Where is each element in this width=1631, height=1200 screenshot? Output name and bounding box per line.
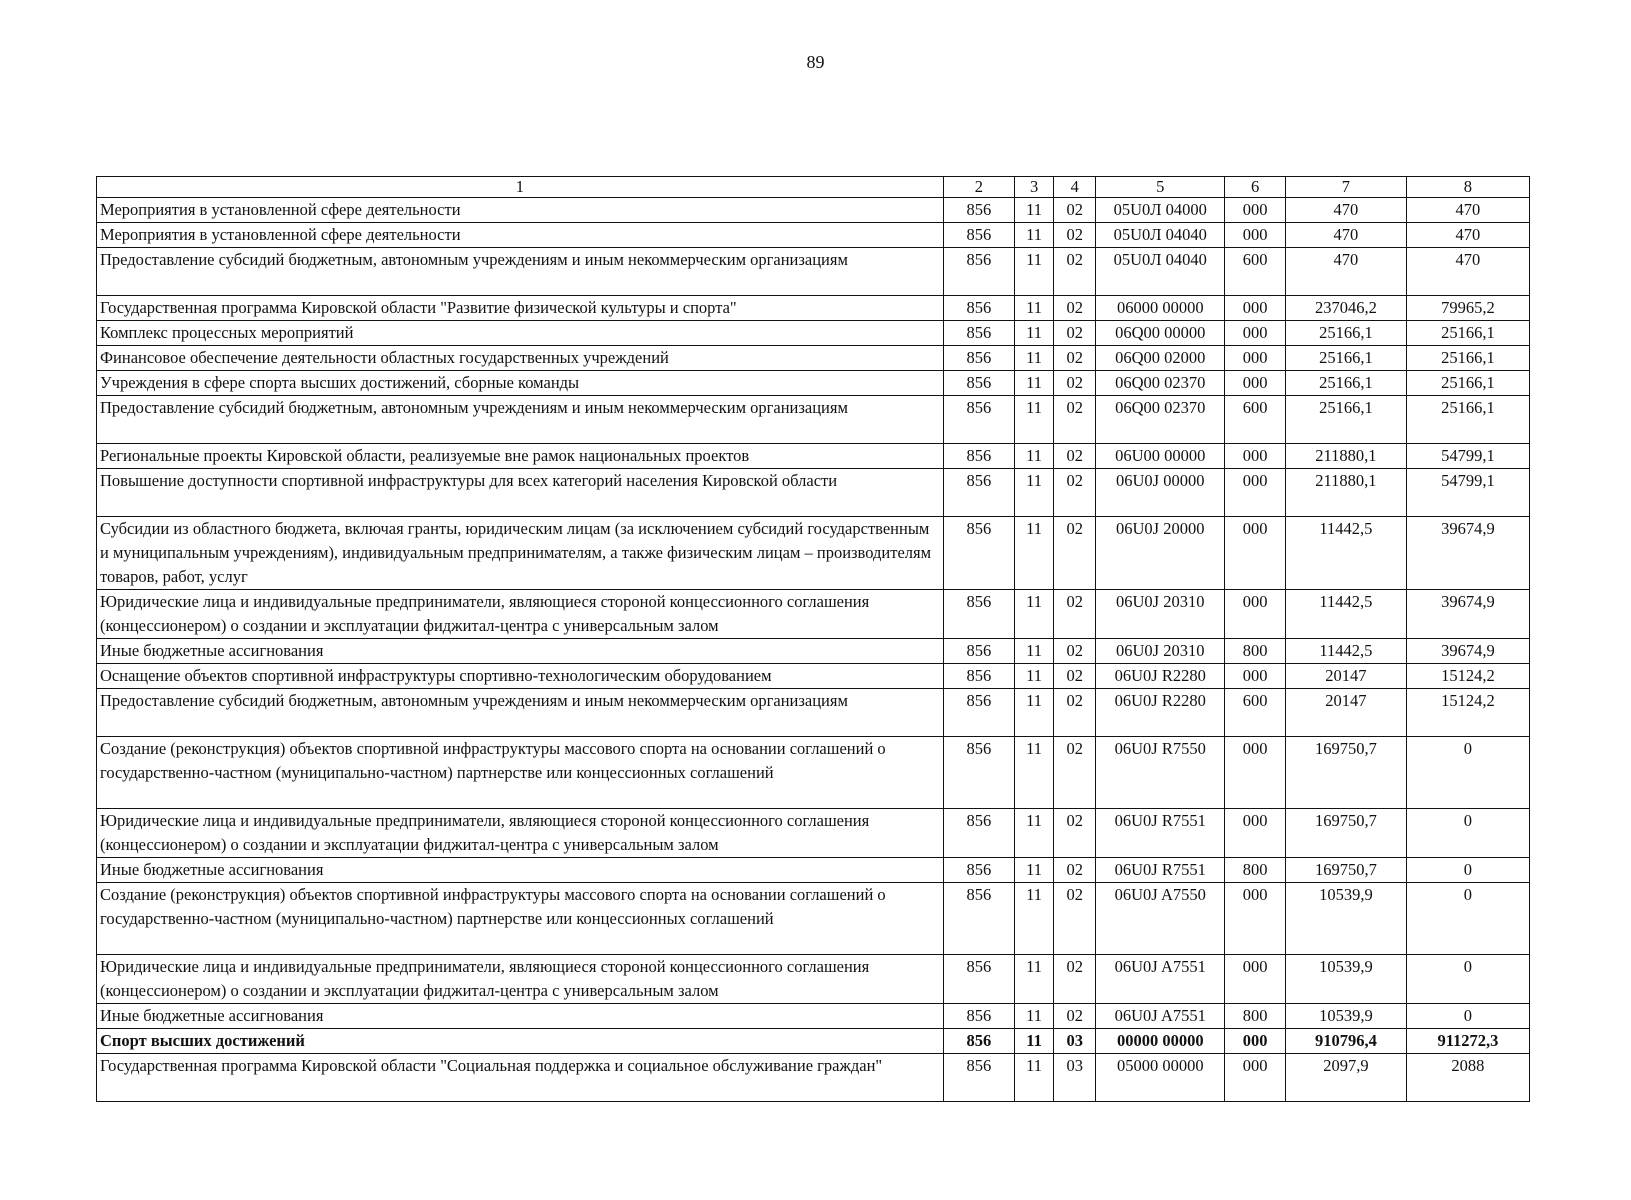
row-section-code: 11 (1014, 1029, 1054, 1054)
row-ministry-code: 856 (943, 444, 1014, 469)
row-subsection-code: 02 (1054, 469, 1096, 517)
row-amount-col8: 15124,2 (1406, 664, 1529, 689)
row-amount-col8: 0 (1406, 955, 1529, 1004)
row-expense-type: 800 (1225, 858, 1285, 883)
row-target-code: 06U0J A7551 (1096, 1004, 1225, 1029)
row-target-code: 06U0J A7551 (1096, 955, 1225, 1004)
row-ministry-code: 856 (943, 883, 1014, 955)
row-amount-col8: 0 (1406, 809, 1529, 858)
row-ministry-code: 856 (943, 296, 1014, 321)
row-target-code: 06Q00 02000 (1096, 346, 1225, 371)
row-expense-type: 000 (1225, 223, 1285, 248)
row-subsection-code: 02 (1054, 858, 1096, 883)
row-amount-col7: 25166,1 (1285, 371, 1406, 396)
row-target-code: 06Q00 02370 (1096, 371, 1225, 396)
column-header: 5 (1096, 177, 1225, 198)
column-header: 3 (1014, 177, 1054, 198)
row-section-code: 11 (1014, 664, 1054, 689)
row-amount-col7: 25166,1 (1285, 321, 1406, 346)
row-amount-col7: 20147 (1285, 664, 1406, 689)
row-amount-col7: 211880,1 (1285, 444, 1406, 469)
row-section-code: 11 (1014, 737, 1054, 809)
row-ministry-code: 856 (943, 689, 1014, 737)
table-row (97, 223, 1530, 248)
row-expense-type: 800 (1225, 1004, 1285, 1029)
row-name: Мероприятия в установленной сфере деятельности (97, 198, 944, 223)
row-section-code: 11 (1014, 223, 1054, 248)
column-header: 1 (97, 177, 944, 198)
row-amount-col8: 911272,3 (1406, 1029, 1529, 1054)
row-target-code: 06Q00 02370 (1096, 396, 1225, 444)
table-row (97, 639, 1530, 664)
table-row (97, 198, 1530, 223)
row-section-code: 11 (1014, 346, 1054, 371)
column-header: 4 (1054, 177, 1096, 198)
table-row (97, 396, 1530, 444)
row-ministry-code: 856 (943, 809, 1014, 858)
row-expense-type: 000 (1225, 1054, 1285, 1102)
table-row (97, 517, 1530, 590)
row-target-code: 05U0Л 04000 (1096, 198, 1225, 223)
row-amount-col8: 0 (1406, 737, 1529, 809)
row-name: Предоставление субсидий бюджетным, автономным учреждениям и иным некоммерческим организациям (97, 248, 944, 296)
row-section-code: 11 (1014, 590, 1054, 639)
row-target-code: 05000 00000 (1096, 1054, 1225, 1102)
row-amount-col8: 25166,1 (1406, 346, 1529, 371)
column-header: 6 (1225, 177, 1285, 198)
row-section-code: 11 (1014, 1054, 1054, 1102)
row-ministry-code: 856 (943, 639, 1014, 664)
row-amount-col7: 11442,5 (1285, 639, 1406, 664)
table-row (97, 469, 1530, 517)
row-expense-type: 600 (1225, 689, 1285, 737)
row-section-code: 11 (1014, 517, 1054, 590)
row-expense-type: 000 (1225, 590, 1285, 639)
row-amount-col7: 11442,5 (1285, 590, 1406, 639)
table-row (97, 1004, 1530, 1029)
table-body (97, 198, 1530, 1102)
row-amount-col7: 25166,1 (1285, 396, 1406, 444)
row-ministry-code: 856 (943, 248, 1014, 296)
row-subsection-code: 02 (1054, 346, 1096, 371)
table-row (97, 737, 1530, 809)
row-name: Повышение доступности спортивной инфраструктуры для всех категорий населения Кировской области (97, 469, 944, 517)
row-name: Государственная программа Кировской области "Социальная поддержка и социальное обслуживание граждан" (97, 1054, 944, 1102)
row-ministry-code: 856 (943, 396, 1014, 444)
row-section-code: 11 (1014, 296, 1054, 321)
row-expense-type: 000 (1225, 321, 1285, 346)
header-row (97, 177, 1530, 198)
row-ministry-code: 856 (943, 590, 1014, 639)
row-section-code: 11 (1014, 955, 1054, 1004)
row-amount-col8: 470 (1406, 248, 1529, 296)
row-name: Юридические лица и индивидуальные предприниматели, являющиеся стороной концессионного соглашения (концессионером) о создании и эксплуатации фиджитал-центра с универсальным залом (97, 955, 944, 1004)
row-amount-col8: 25166,1 (1406, 321, 1529, 346)
row-name: Предоставление субсидий бюджетным, автономным учреждениям и иным некоммерческим организациям (97, 396, 944, 444)
row-subsection-code: 02 (1054, 664, 1096, 689)
row-amount-col7: 10539,9 (1285, 1004, 1406, 1029)
row-subsection-code: 02 (1054, 883, 1096, 955)
row-amount-col7: 211880,1 (1285, 469, 1406, 517)
row-expense-type: 000 (1225, 664, 1285, 689)
row-amount-col8: 39674,9 (1406, 639, 1529, 664)
row-section-code: 11 (1014, 198, 1054, 223)
row-section-code: 11 (1014, 248, 1054, 296)
row-amount-col7: 10539,9 (1285, 955, 1406, 1004)
table-row (97, 858, 1530, 883)
table-row (97, 444, 1530, 469)
row-ministry-code: 856 (943, 371, 1014, 396)
row-subsection-code: 02 (1054, 639, 1096, 664)
row-amount-col8: 2088 (1406, 1054, 1529, 1102)
table-row (97, 590, 1530, 639)
row-amount-col8: 54799,1 (1406, 469, 1529, 517)
row-ministry-code: 856 (943, 346, 1014, 371)
table-row (97, 883, 1530, 955)
row-ministry-code: 856 (943, 1004, 1014, 1029)
row-subsection-code: 03 (1054, 1054, 1096, 1102)
row-expense-type: 000 (1225, 517, 1285, 590)
row-expense-type: 600 (1225, 396, 1285, 444)
row-section-code: 11 (1014, 1004, 1054, 1029)
row-ministry-code: 856 (943, 223, 1014, 248)
row-target-code: 05U0Л 04040 (1096, 223, 1225, 248)
table-row (97, 346, 1530, 371)
row-expense-type: 000 (1225, 955, 1285, 1004)
row-amount-col8: 39674,9 (1406, 590, 1529, 639)
table-row (97, 955, 1530, 1004)
row-target-code: 06U0J R7550 (1096, 737, 1225, 809)
row-target-code: 06U0J R7551 (1096, 809, 1225, 858)
row-section-code: 11 (1014, 883, 1054, 955)
row-expense-type: 800 (1225, 639, 1285, 664)
row-ministry-code: 856 (943, 737, 1014, 809)
row-ministry-code: 856 (943, 858, 1014, 883)
table-row (97, 248, 1530, 296)
row-subsection-code: 02 (1054, 321, 1096, 346)
row-name: Учреждения в сфере спорта высших достижений, сборные команды (97, 371, 944, 396)
table-row (97, 809, 1530, 858)
row-amount-col8: 15124,2 (1406, 689, 1529, 737)
row-subsection-code: 02 (1054, 809, 1096, 858)
row-ministry-code: 856 (943, 198, 1014, 223)
row-target-code: 06U00 00000 (1096, 444, 1225, 469)
row-ministry-code: 856 (943, 955, 1014, 1004)
row-amount-col8: 54799,1 (1406, 444, 1529, 469)
row-amount-col8: 470 (1406, 198, 1529, 223)
row-subsection-code: 02 (1054, 955, 1096, 1004)
row-subsection-code: 02 (1054, 223, 1096, 248)
page-number: 89 (806, 52, 825, 72)
row-amount-col7: 169750,7 (1285, 737, 1406, 809)
row-expense-type: 000 (1225, 1029, 1285, 1054)
row-target-code: 06U0J 00000 (1096, 469, 1225, 517)
row-name: Субсидии из областного бюджета, включая гранты, юридическим лицам (за исключением субсидий государственным и муниципальным учреждениям), индивидуальным предпринимателям, а также физическим лицам – производителям товаров, работ, услуг (97, 517, 944, 590)
row-target-code: 06U0J 20310 (1096, 639, 1225, 664)
row-expense-type: 000 (1225, 809, 1285, 858)
row-amount-col8: 0 (1406, 858, 1529, 883)
row-amount-col8: 25166,1 (1406, 396, 1529, 444)
row-target-code: 06000 00000 (1096, 296, 1225, 321)
row-amount-col8: 470 (1406, 223, 1529, 248)
row-section-code: 11 (1014, 639, 1054, 664)
row-name: Спорт высших достижений (97, 1029, 944, 1054)
row-name: Юридические лица и индивидуальные предприниматели, являющиеся стороной концессионного соглашения (концессионером) о создании и эксплуатации фиджитал-центра с универсальным залом (97, 809, 944, 858)
row-subsection-code: 02 (1054, 737, 1096, 809)
table-row (97, 689, 1530, 737)
row-amount-col7: 910796,4 (1285, 1029, 1406, 1054)
row-ministry-code: 856 (943, 664, 1014, 689)
row-amount-col7: 470 (1285, 198, 1406, 223)
row-subsection-code: 02 (1054, 248, 1096, 296)
row-subsection-code: 02 (1054, 1004, 1096, 1029)
row-amount-col7: 2097,9 (1285, 1054, 1406, 1102)
row-ministry-code: 856 (943, 469, 1014, 517)
table-row (97, 1029, 1530, 1054)
row-expense-type: 000 (1225, 883, 1285, 955)
row-name: Юридические лица и индивидуальные предприниматели, являющиеся стороной концессионного соглашения (концессионером) о создании и эксплуатации фиджитал-центра с универсальным залом (97, 590, 944, 639)
column-header: 8 (1406, 177, 1529, 198)
column-header: 2 (943, 177, 1014, 198)
row-name: Региональные проекты Кировской области, реализуемые вне рамок национальных проектов (97, 444, 944, 469)
row-subsection-code: 02 (1054, 371, 1096, 396)
table-row (97, 296, 1530, 321)
row-target-code: 00000 00000 (1096, 1029, 1225, 1054)
budget-table (96, 176, 1530, 1102)
row-amount-col8: 39674,9 (1406, 517, 1529, 590)
row-target-code: 06U0J 20310 (1096, 590, 1225, 639)
row-amount-col7: 470 (1285, 223, 1406, 248)
row-name: Иные бюджетные ассигнования (97, 1004, 944, 1029)
row-section-code: 11 (1014, 809, 1054, 858)
row-section-code: 11 (1014, 396, 1054, 444)
table-row (97, 1054, 1530, 1102)
row-target-code: 05U0Л 04040 (1096, 248, 1225, 296)
row-amount-col8: 0 (1406, 883, 1529, 955)
row-section-code: 11 (1014, 371, 1054, 396)
row-name: Создание (реконструкция) объектов спортивной инфраструктуры массового спорта на основании соглашений о государственно-частном (муниципально-частном) партнерстве или концессионных соглашений (97, 737, 944, 809)
row-target-code: 06U0J 20000 (1096, 517, 1225, 590)
row-expense-type: 000 (1225, 296, 1285, 321)
row-subsection-code: 02 (1054, 517, 1096, 590)
row-section-code: 11 (1014, 444, 1054, 469)
row-amount-col7: 237046,2 (1285, 296, 1406, 321)
row-target-code: 06U0J R7551 (1096, 858, 1225, 883)
row-amount-col8: 0 (1406, 1004, 1529, 1029)
row-subsection-code: 02 (1054, 689, 1096, 737)
row-section-code: 11 (1014, 858, 1054, 883)
row-target-code: 06Q00 00000 (1096, 321, 1225, 346)
row-amount-col7: 25166,1 (1285, 346, 1406, 371)
row-expense-type: 000 (1225, 371, 1285, 396)
row-amount-col7: 470 (1285, 248, 1406, 296)
row-name: Оснащение объектов спортивной инфраструктуры спортивно-технологическим оборудованием (97, 664, 944, 689)
row-subsection-code: 02 (1054, 396, 1096, 444)
row-section-code: 11 (1014, 321, 1054, 346)
table-row (97, 321, 1530, 346)
row-subsection-code: 03 (1054, 1029, 1096, 1054)
row-name: Иные бюджетные ассигнования (97, 639, 944, 664)
row-amount-col8: 79965,2 (1406, 296, 1529, 321)
row-ministry-code: 856 (943, 1054, 1014, 1102)
row-ministry-code: 856 (943, 1029, 1014, 1054)
row-amount-col7: 10539,9 (1285, 883, 1406, 955)
row-expense-type: 600 (1225, 248, 1285, 296)
row-name: Предоставление субсидий бюджетным, автономным учреждениям и иным некоммерческим организациям (97, 689, 944, 737)
row-name: Комплекс процессных мероприятий (97, 321, 944, 346)
row-amount-col8: 25166,1 (1406, 371, 1529, 396)
row-target-code: 06U0J A7550 (1096, 883, 1225, 955)
row-expense-type: 000 (1225, 469, 1285, 517)
row-amount-col7: 169750,7 (1285, 858, 1406, 883)
table-row (97, 371, 1530, 396)
row-name: Создание (реконструкция) объектов спортивной инфраструктуры массового спорта на основании соглашений о государственно-частном (муниципально-частном) партнерстве или концессионных соглашений (97, 883, 944, 955)
row-subsection-code: 02 (1054, 198, 1096, 223)
column-header: 7 (1285, 177, 1406, 198)
row-name: Государственная программа Кировской области "Развитие физической культуры и спорта" (97, 296, 944, 321)
row-expense-type: 000 (1225, 737, 1285, 809)
table-row (97, 664, 1530, 689)
row-target-code: 06U0J R2280 (1096, 689, 1225, 737)
row-section-code: 11 (1014, 689, 1054, 737)
row-expense-type: 000 (1225, 198, 1285, 223)
row-ministry-code: 856 (943, 517, 1014, 590)
row-subsection-code: 02 (1054, 296, 1096, 321)
row-section-code: 11 (1014, 469, 1054, 517)
row-amount-col7: 169750,7 (1285, 809, 1406, 858)
row-name: Мероприятия в установленной сфере деятельности (97, 223, 944, 248)
row-ministry-code: 856 (943, 321, 1014, 346)
row-expense-type: 000 (1225, 444, 1285, 469)
row-name: Иные бюджетные ассигнования (97, 858, 944, 883)
row-target-code: 06U0J R2280 (1096, 664, 1225, 689)
row-subsection-code: 02 (1054, 444, 1096, 469)
row-name: Финансовое обеспечение деятельности областных государственных учреждений (97, 346, 944, 371)
row-amount-col7: 11442,5 (1285, 517, 1406, 590)
row-subsection-code: 02 (1054, 590, 1096, 639)
row-expense-type: 000 (1225, 346, 1285, 371)
row-amount-col7: 20147 (1285, 689, 1406, 737)
